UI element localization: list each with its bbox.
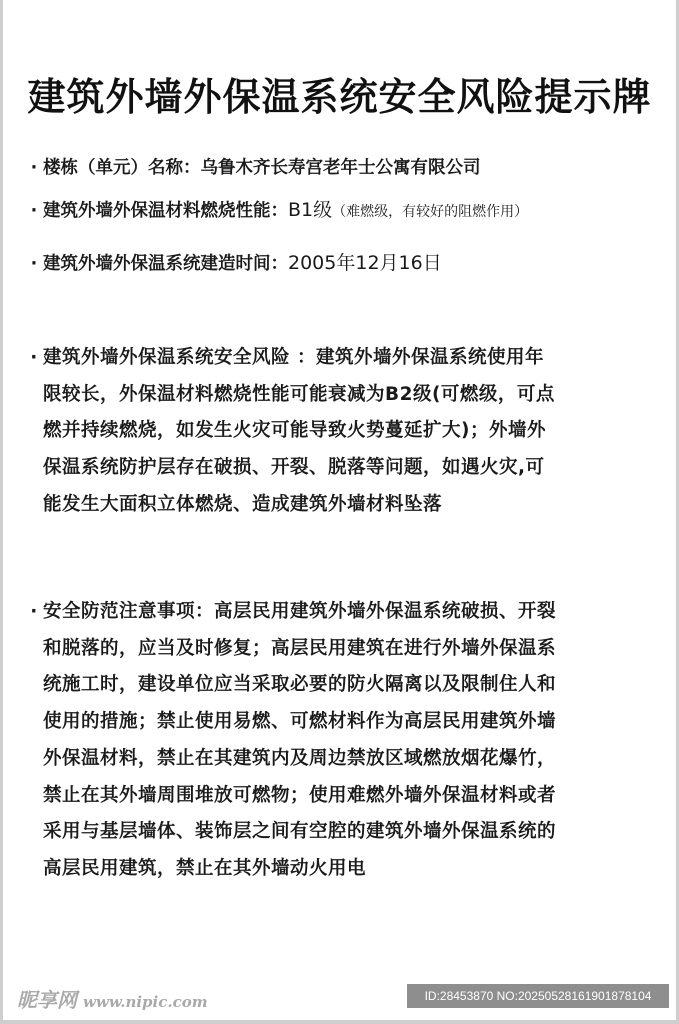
watermark-brand: [17, 984, 208, 1013]
watermark-id-badge: ID:28453870 NO:20250528161901878104: [407, 984, 669, 1008]
building-name-label: 楼栋（单元）名称：: [43, 158, 201, 178]
safety-precautions-paragraph: [25, 594, 663, 888]
construction-time-line: [25, 251, 652, 276]
safety-precautions-line: 禁止在其外墙周围堆放可燃物；使用难燃外墙外保温材料或者: [43, 784, 557, 806]
safety-risk-line: 燃并持续燃烧，如发生火灾可能导致火势蔓延扩大)；外墙外: [43, 420, 546, 442]
safety-risk-line: · 建筑外墙外保温系统安全风险 ：建筑外墙外保温系统使用年: [25, 340, 663, 377]
safety-precautions-line: 使用的措施；禁止使用易燃、可燃材料作为高层民用建筑外墙: [43, 711, 557, 733]
safety-risk-line: 保温系统防护层存在破损、开裂、脱落等问题，如遇火灾,可: [43, 457, 545, 479]
watermark-brand-name: 昵享网: [17, 988, 77, 1012]
safety-precautions-line: 外保温材料，禁止在其建筑内及周边禁放区域燃放烟花爆竹，: [43, 747, 557, 769]
safety-precautions-line: · 安全防范注意事项：高层民用建筑外墙外保温系统破损、开裂: [25, 594, 663, 631]
construction-time-value: 2005年12月16日: [288, 252, 442, 274]
building-name-line: [25, 156, 652, 180]
combustion-performance-line: [25, 198, 652, 224]
construction-time-label: 建筑外墙外保温系统建造时间：: [43, 254, 288, 274]
bullet: ·: [30, 158, 38, 178]
combustion-performance-note: （难燃级，有较好的阻燃作用）: [332, 204, 529, 220]
bullet: ·: [30, 347, 38, 368]
safety-risk-line: 能发生大面积立体燃烧、造成建筑外墙材料坠落: [43, 493, 443, 515]
safety-risk-line: 限较长，外保温材料燃烧性能可能衰减为B2级(可燃级，可点: [43, 383, 555, 405]
bullet: ·: [30, 201, 38, 221]
building-name-value: 乌鲁木齐长寿宫老年士公寓有限公司: [200, 158, 481, 178]
safety-precautions-line: 和脱落的，应当及时修复；高层民用建筑在进行外墙外保温系: [43, 637, 557, 659]
safety-precautions-line: 统施工时，建设单位应当采取必要的防火隔离以及限制住人和: [43, 674, 557, 696]
combustion-performance-value: B1级: [288, 199, 333, 221]
sign-title: 建筑外墙外保温系统安全风险提示牌: [27, 75, 652, 119]
combustion-performance-label: 建筑外墙外保温材料燃烧性能：: [43, 201, 288, 221]
watermark-url: www.nipic.com: [83, 993, 208, 1011]
bullet: ·: [30, 254, 38, 274]
bottom-border: [3, 1020, 676, 1024]
bullet: ·: [30, 601, 38, 622]
safety-precautions-line: 采用与基层墙体、装饰层之间有空腔的建筑外墙外保温系统的: [43, 821, 557, 843]
safety-precautions-line: 高层民用建筑，禁止在其外墙动火用电: [43, 857, 367, 879]
safety-risk-paragraph: [25, 340, 663, 524]
